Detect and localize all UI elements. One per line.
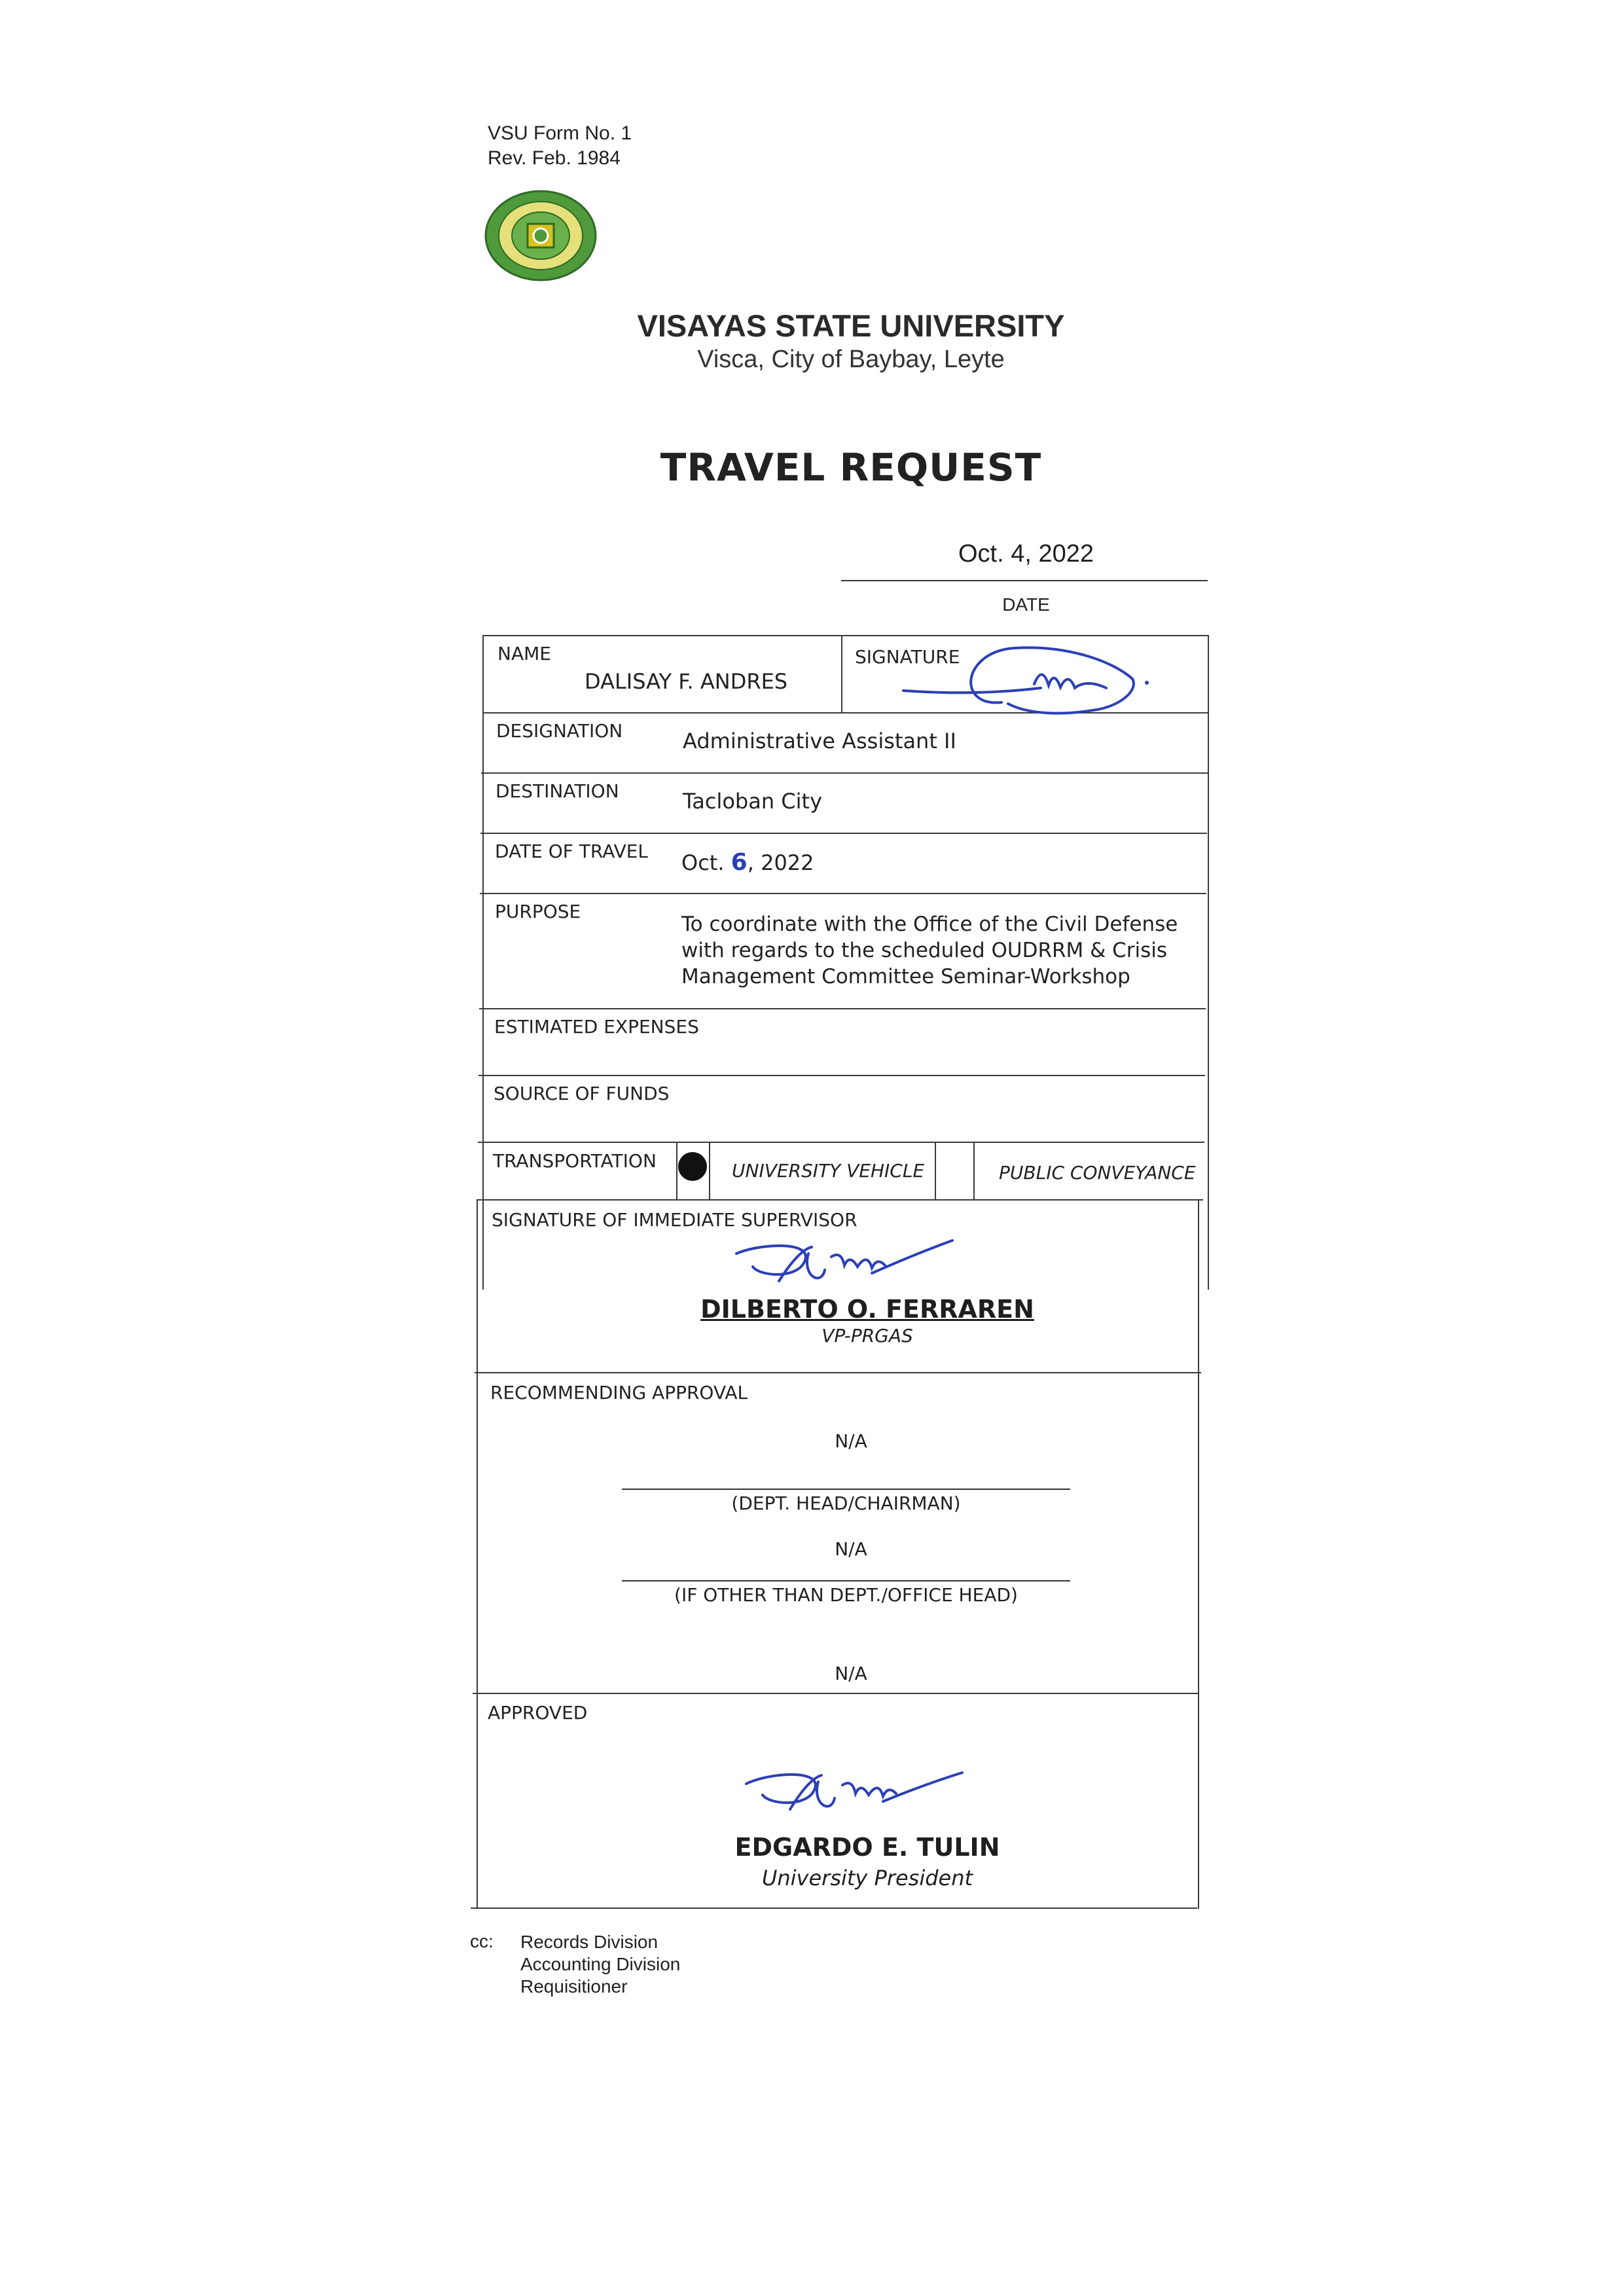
- date-of-travel-day: 6: [731, 849, 748, 876]
- president-name: EDGARDO E. TULIN: [734, 1833, 1000, 1862]
- university-name: VISAYAS STATE UNIVERSITY: [637, 308, 1065, 343]
- date-value: Oct. 4, 2022: [958, 540, 1094, 568]
- cc-item: Requisitioner: [520, 1976, 628, 1997]
- form-border-left: [477, 1199, 478, 1909]
- signature-label: SIGNATURE: [855, 646, 960, 668]
- supervisor-name: DILBERTO O. FERRAREN: [700, 1295, 1034, 1324]
- approved-label: APPROVED: [488, 1702, 588, 1724]
- name-value: DALISAY F. ANDRES: [585, 669, 788, 694]
- recommending-na: N/A: [835, 1538, 867, 1560]
- form-border-bottom: [471, 1907, 1197, 1909]
- president-position: University President: [761, 1866, 973, 1890]
- form-border-left: [482, 635, 484, 1290]
- name-label: NAME: [497, 643, 551, 664]
- supervisor-label: SIGNATURE OF IMMEDIATE SUPERVISOR: [492, 1209, 857, 1231]
- university-address: Visca, City of Baybay, Leyte: [697, 346, 1005, 373]
- purpose-line: Management Committee Seminar-Workshop: [681, 965, 1130, 988]
- row-divider: [479, 1008, 1206, 1009]
- row-divider: [475, 1372, 1201, 1373]
- other-head-signature-line: [622, 1580, 1070, 1581]
- date-of-travel-value: [681, 849, 814, 876]
- estimated-expenses-label: ESTIMATED EXPENSES: [494, 1016, 699, 1038]
- purpose-label: PURPOSE: [495, 901, 581, 922]
- row-divider: [480, 893, 1206, 894]
- date-line: [841, 580, 1208, 581]
- row-divider: [481, 772, 1208, 774]
- recommending-approval-label: RECOMMENDING APPROVAL: [490, 1382, 748, 1403]
- seal-icon: [484, 190, 597, 281]
- row-divider: [478, 1075, 1205, 1076]
- date-label: DATE: [1002, 594, 1050, 615]
- other-head-caption: (IF OTHER THAN DEPT./OFFICE HEAD): [674, 1584, 1018, 1606]
- source-of-funds-label: SOURCE OF FUNDS: [494, 1083, 670, 1104]
- designation-label: DESIGNATION: [496, 720, 623, 742]
- university-vehicle-option: UNIVERSITY VEHICLE: [732, 1160, 925, 1182]
- cc-item: Accounting Division: [520, 1954, 681, 1974]
- transport-divider: [676, 1142, 677, 1199]
- name-signature-divider: [841, 635, 842, 712]
- destination-label: DESTINATION: [496, 780, 619, 802]
- university-vehicle-checkbox[interactable]: [678, 1152, 707, 1181]
- dept-head-caption: (DEPT. HEAD/CHAIRMAN): [731, 1492, 961, 1514]
- recommending-na: N/A: [835, 1663, 867, 1684]
- form-border-right: [1198, 1199, 1199, 1909]
- purpose-line: with regards to the scheduled OUDRRM & Crisis: [681, 939, 1168, 962]
- row-divider: [480, 833, 1207, 834]
- requester-signature: [897, 645, 1159, 730]
- cc-label: cc:: [470, 1931, 494, 1951]
- date-of-travel-year: , 2022: [747, 850, 814, 875]
- public-conveyance-option: PUBLIC CONVEYANCE: [999, 1162, 1196, 1184]
- page-title: TRAVEL REQUEST: [660, 445, 1042, 490]
- form-number-block: [488, 121, 632, 171]
- form-number: VSU Form No. 1: [488, 122, 632, 144]
- supervisor-position: VP-PRGAS: [821, 1325, 913, 1346]
- row-divider: [478, 1142, 1204, 1143]
- form-border-top: [482, 635, 1209, 636]
- form-revision: Rev. Feb. 1984: [488, 147, 621, 169]
- purpose-line: To coordinate with the Office of the Civil Defense: [681, 913, 1178, 936]
- public-conveyance-checkbox[interactable]: [936, 1147, 972, 1197]
- cc-list: [520, 1931, 680, 1998]
- purpose-value: [681, 911, 1179, 990]
- transport-divider: [973, 1142, 975, 1199]
- recommending-na: N/A: [835, 1430, 867, 1452]
- date-of-travel-month: Oct.: [681, 850, 725, 875]
- transportation-label: TRANSPORTATION: [493, 1150, 657, 1172]
- row-divider: [477, 1199, 1203, 1201]
- designation-value: Administrative Assistant II: [683, 729, 956, 753]
- row-divider: [473, 1693, 1199, 1694]
- dept-head-signature-line: [622, 1489, 1070, 1490]
- date-of-travel-label: DATE OF TRAVEL: [495, 840, 649, 862]
- destination-value: Tacloban City: [683, 789, 823, 814]
- president-signature: [743, 1767, 965, 1833]
- form-border-right: [1208, 635, 1209, 1290]
- cc-item: Records Division: [520, 1932, 659, 1952]
- transport-divider: [709, 1142, 710, 1199]
